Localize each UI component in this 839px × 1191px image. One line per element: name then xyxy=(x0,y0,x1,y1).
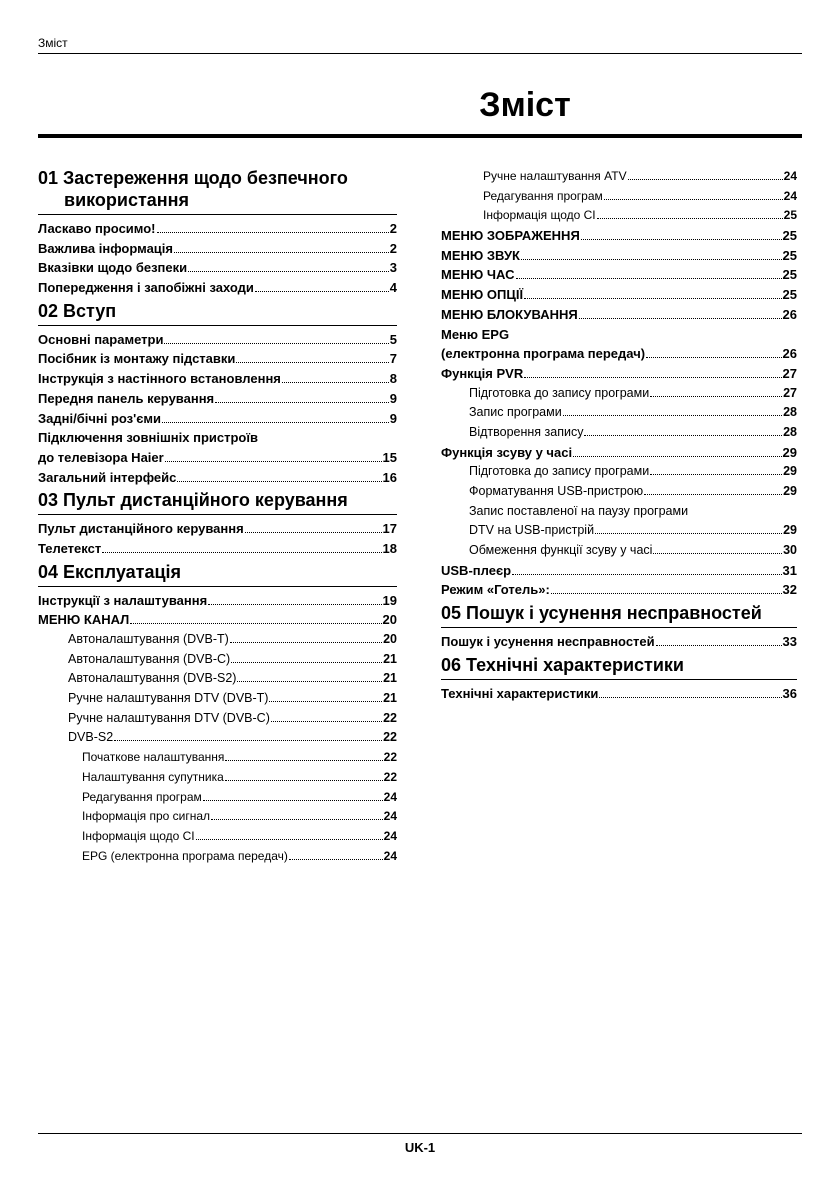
toc-entry[interactable]: МЕНЮ КАНАЛ 20 xyxy=(38,612,397,628)
running-header: Зміст xyxy=(38,36,68,50)
toc-entry[interactable]: МЕНЮ ЗОБРАЖЕННЯ 25 xyxy=(441,228,797,244)
toc-entry[interactable]: Ручне налаштування DTV (DVB-C) 22 xyxy=(68,710,397,725)
section-rule xyxy=(441,679,797,680)
section-rule xyxy=(38,514,397,515)
header-rule xyxy=(38,53,802,54)
toc-entry[interactable]: Обмеження функції зсуву у часі 30 xyxy=(469,543,797,558)
title-rule xyxy=(38,134,802,138)
footer-rule xyxy=(38,1133,802,1134)
toc-entry[interactable]: Підготовка до запису програми 29 xyxy=(469,464,797,479)
toc-entry[interactable]: Ласкаво просимо! 2 xyxy=(38,221,397,236)
toc-entry[interactable]: Задні/бічні роз'єми 9 xyxy=(38,410,397,426)
toc-entry[interactable]: Попередження і запобіжні заходи 4 xyxy=(38,280,397,296)
section-heading-02: 02 Вступ xyxy=(38,300,117,321)
toc-entry[interactable]: Автоналаштування (DVB-C) 21 xyxy=(68,651,397,666)
toc-entry[interactable]: Функція зсуву у часі 29 xyxy=(441,444,797,460)
toc-entry[interactable]: Основні параметри 5 xyxy=(38,331,397,347)
section-heading-06: 06 Технічні характеристики xyxy=(441,654,684,675)
toc-entry[interactable]: Підключення зовнішніх пристроїв xyxy=(38,430,259,446)
toc-entry[interactable]: Інформація щодо CI 24 xyxy=(82,828,397,843)
toc-entry[interactable]: Інструкція з настінного встановлення 8 xyxy=(38,371,397,387)
toc-entry[interactable]: Інформація про сигнал 24 xyxy=(82,809,397,824)
toc-entry[interactable]: МЕНЮ ЗВУК 25 xyxy=(441,247,797,263)
toc-entry[interactable]: Автоналаштування (DVB-T) 20 xyxy=(68,632,397,646)
toc-entry[interactable]: Запис поставленої на паузу програми xyxy=(469,503,689,518)
toc-entry[interactable]: Інструкції з налаштування 19 xyxy=(38,592,397,608)
toc-entry[interactable]: Пошук і усунення несправностей 33 xyxy=(441,634,797,650)
section-rule xyxy=(38,214,397,215)
toc-entry[interactable]: Підготовка до запису програми 27 xyxy=(469,385,797,400)
toc-entry[interactable]: Вказівки щодо безпеки 3 xyxy=(38,260,397,276)
toc-entry[interactable]: Важлива інформація 2 xyxy=(38,240,397,256)
section-heading-05: 05 Пошук і усунення несправностей xyxy=(441,603,762,624)
page-title: Зміст xyxy=(479,86,571,124)
section-rule xyxy=(38,325,397,326)
toc-entry[interactable]: Редагування програм 24 xyxy=(483,188,797,203)
toc-entry[interactable]: Ручне налаштування ATV 24 xyxy=(483,169,797,183)
toc-entry[interactable]: МЕНЮ ЧАС 25 xyxy=(441,267,797,283)
toc-entry[interactable]: Пульт дистанційного керування 17 xyxy=(38,521,397,537)
toc-entry[interactable]: DTV на USB-пристрій 29 xyxy=(469,523,797,538)
toc-entry[interactable]: Ручне налаштування DTV (DVB-T) 21 xyxy=(68,691,397,706)
toc-entry[interactable]: Передня панель керування 9 xyxy=(38,390,397,406)
toc-entry[interactable]: Початкове налаштування 22 xyxy=(82,750,397,765)
toc-entry[interactable]: МЕНЮ БЛОКУВАННЯ 26 xyxy=(441,306,797,322)
page-number: UK-1 xyxy=(404,1140,436,1155)
toc-entry[interactable]: Технічні характеристики 36 xyxy=(441,685,797,701)
toc-right-column xyxy=(441,167,797,704)
toc-entry[interactable]: Автоналаштування (DVB-S2) 21 xyxy=(68,671,397,686)
toc-entry[interactable]: Посібник із монтажу підставки 7 xyxy=(38,351,397,367)
section-rule xyxy=(38,586,397,587)
toc-entry[interactable]: DVB-S2 22 xyxy=(68,730,397,745)
toc-entry[interactable]: Меню EPG xyxy=(441,326,510,342)
toc-entry[interactable]: до телевізора Haier 15 xyxy=(38,449,397,465)
toc-entry[interactable]: Редагування програм 24 xyxy=(82,789,397,804)
toc-entry[interactable]: EPG (електронна програма передач) 24 xyxy=(82,848,397,863)
toc-entry[interactable]: Загальний інтерфейс 16 xyxy=(38,469,397,485)
toc-entry[interactable]: Налаштування супутника 22 xyxy=(82,769,397,784)
toc-entry[interactable]: Функція PVR 27 xyxy=(441,365,797,381)
toc-entry[interactable]: Інформація щодо CI 25 xyxy=(483,208,797,223)
toc-entry[interactable]: Запис програми 28 xyxy=(469,405,797,420)
toc-entry[interactable]: МЕНЮ ОПЦІЇ 25 xyxy=(441,287,797,303)
section-heading-03: 03 Пульт дистанційного керування xyxy=(38,490,348,511)
toc-entry[interactable]: Телетекст 18 xyxy=(38,540,397,556)
toc-entry[interactable]: Відтворення запису 28 xyxy=(469,424,797,439)
toc-entry[interactable]: USB-плеєр 31 xyxy=(441,562,797,578)
toc-entry[interactable]: Форматування USB-пристрою 29 xyxy=(469,484,797,498)
section-rule xyxy=(441,627,797,628)
section-heading-01: 01 Застереження щодо безпечного використання xyxy=(38,168,348,210)
section-heading-04: 04 Експлуатація xyxy=(38,561,182,582)
toc-entry[interactable]: Режим «Готель»: 32 xyxy=(441,582,797,598)
toc-left-column xyxy=(38,167,397,866)
toc-entry[interactable]: (електронна програма передач) 26 xyxy=(441,346,797,362)
